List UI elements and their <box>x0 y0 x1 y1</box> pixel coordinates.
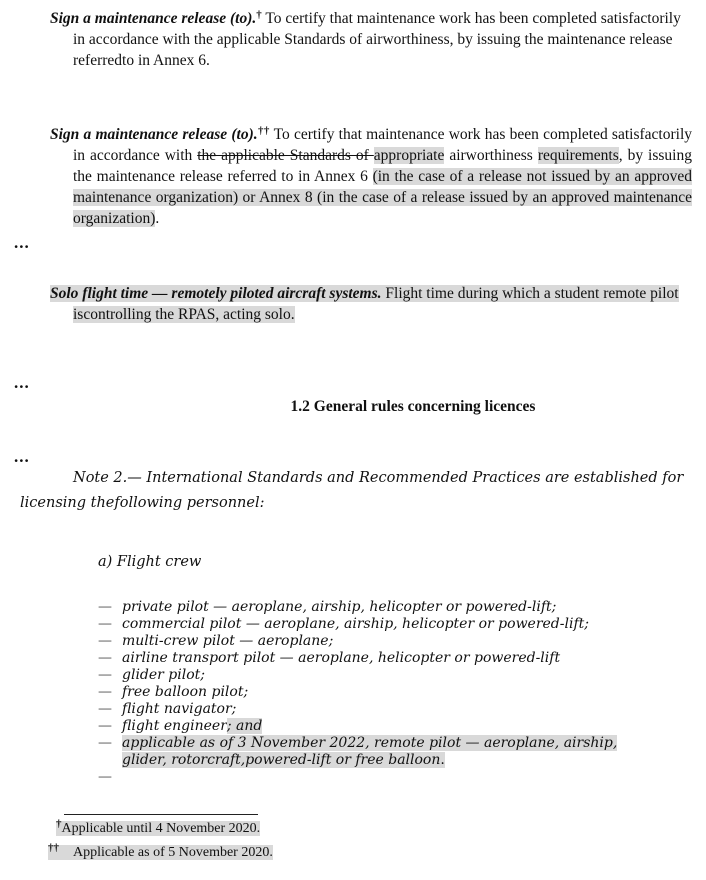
dash-bullet: — <box>98 633 112 649</box>
footnote-1-highlight <box>56 818 261 836</box>
deleted-text: the applicable Standards of <box>197 147 374 164</box>
list-item-text: private pilot — aeroplane, airship, helicopter or powered-lift; <box>122 599 557 615</box>
footnote-mark: † <box>56 818 62 830</box>
footnote-mark[interactable]: †† <box>257 125 270 137</box>
inserted-text: applicable as of 3 November 2022, remote pilot — aeroplane, airship, glider, rotorcraft,powered-lift or free balloon <box>122 735 618 768</box>
flight-crew-heading: a) Flight crew <box>98 554 202 570</box>
inserted-text: . <box>440 752 445 768</box>
definition-maintenance-release-amended <box>50 124 692 229</box>
section-heading: 1.2 General rules concerning licences <box>290 398 536 415</box>
inserted-text: (in the case of a release not issued by an approved maintenance organization) or Annex 8 (in the case of a release issued by an approved maintenance organization) <box>73 168 692 227</box>
inserted-text: appropriate <box>373 147 445 164</box>
footnote-text: Applicable until 4 November 2020. <box>61 821 261 836</box>
definition-text: , by issuing the maintenance release referred to in Annex 6 <box>73 147 692 185</box>
definition-text: To certify that maintenance work has been completed satisfactorily in accordance with the applicable Standards of airworthiness, by issuing the maintenance release referredto in Annex 6. <box>73 10 681 69</box>
footnote-1 <box>56 818 260 839</box>
dash-bullet: — <box>98 667 112 683</box>
definition-text: . <box>155 210 160 227</box>
list-item <box>98 701 666 718</box>
footnote-text: Applicable as of 5 November 2020. <box>73 845 273 860</box>
list-item-text: glider pilot; <box>122 667 205 683</box>
dash-bullet: — <box>98 718 112 734</box>
definition-maintenance-release-current <box>50 8 692 71</box>
list-item <box>98 616 666 633</box>
footnote-mark[interactable]: † <box>256 9 262 21</box>
list-item <box>98 735 666 769</box>
dash-bullet: — <box>98 684 112 700</box>
dash-bullet: — <box>98 735 112 751</box>
ellipsis-separator: ... <box>14 373 30 392</box>
flight-crew-list <box>98 599 666 786</box>
list-item-text: commercial pilot — aeroplane, airship, helicopter or powered-lift; <box>122 616 589 632</box>
list-item-text: multi-crew pilot — aeroplane; <box>122 633 334 649</box>
footnote-2-highlight <box>48 842 273 860</box>
list-item <box>98 667 666 684</box>
list-item-text: flight engineer <box>122 718 227 734</box>
definition-solo-flight-time-rpas <box>50 283 692 325</box>
dash-bullet: — <box>98 599 112 615</box>
note-2: Note 2.— International Standards and Recommended Practices are established for licensing thefollowing personnel: <box>20 470 684 511</box>
list-item-text: airline transport pilot — aeroplane, helicopter or powered-lift <box>122 650 561 666</box>
list-item <box>98 718 666 735</box>
definition-term: Solo flight time — remotely piloted aircraft systems. <box>50 285 382 302</box>
list-item <box>98 599 666 616</box>
dash-bullet: — <box>98 769 112 785</box>
inserted-definition <box>50 285 679 323</box>
definition-text: Flight time during which a student remote pilot iscontrolling the RPAS, acting solo. <box>73 285 679 323</box>
ellipsis-separator: ... <box>14 447 30 466</box>
list-item-text: flight navigator; <box>122 701 237 717</box>
dash-bullet: — <box>98 650 112 666</box>
footnote-separator <box>64 814 258 815</box>
dash-bullet: — <box>98 616 112 632</box>
list-item <box>98 684 666 701</box>
dash-bullet: — <box>98 701 112 717</box>
definition-text: airworthiness <box>444 147 538 164</box>
inserted-text: ; and <box>226 718 263 734</box>
definition-term: Sign a maintenance release (to). <box>50 10 257 27</box>
list-item <box>98 633 666 650</box>
ellipsis-separator: ... <box>14 233 30 252</box>
list-item-text: free balloon pilot; <box>122 684 249 700</box>
inserted-text: requirements <box>537 147 619 164</box>
list-item <box>98 650 666 667</box>
footnote-2 <box>48 842 273 863</box>
list-item-empty <box>98 769 666 786</box>
definition-text: To certify that maintenance work has been completed satisfactorily in accordance with <box>73 126 692 164</box>
footnote-mark: †† <box>48 842 59 854</box>
definition-term: Sign a maintenance release (to). <box>50 126 258 143</box>
